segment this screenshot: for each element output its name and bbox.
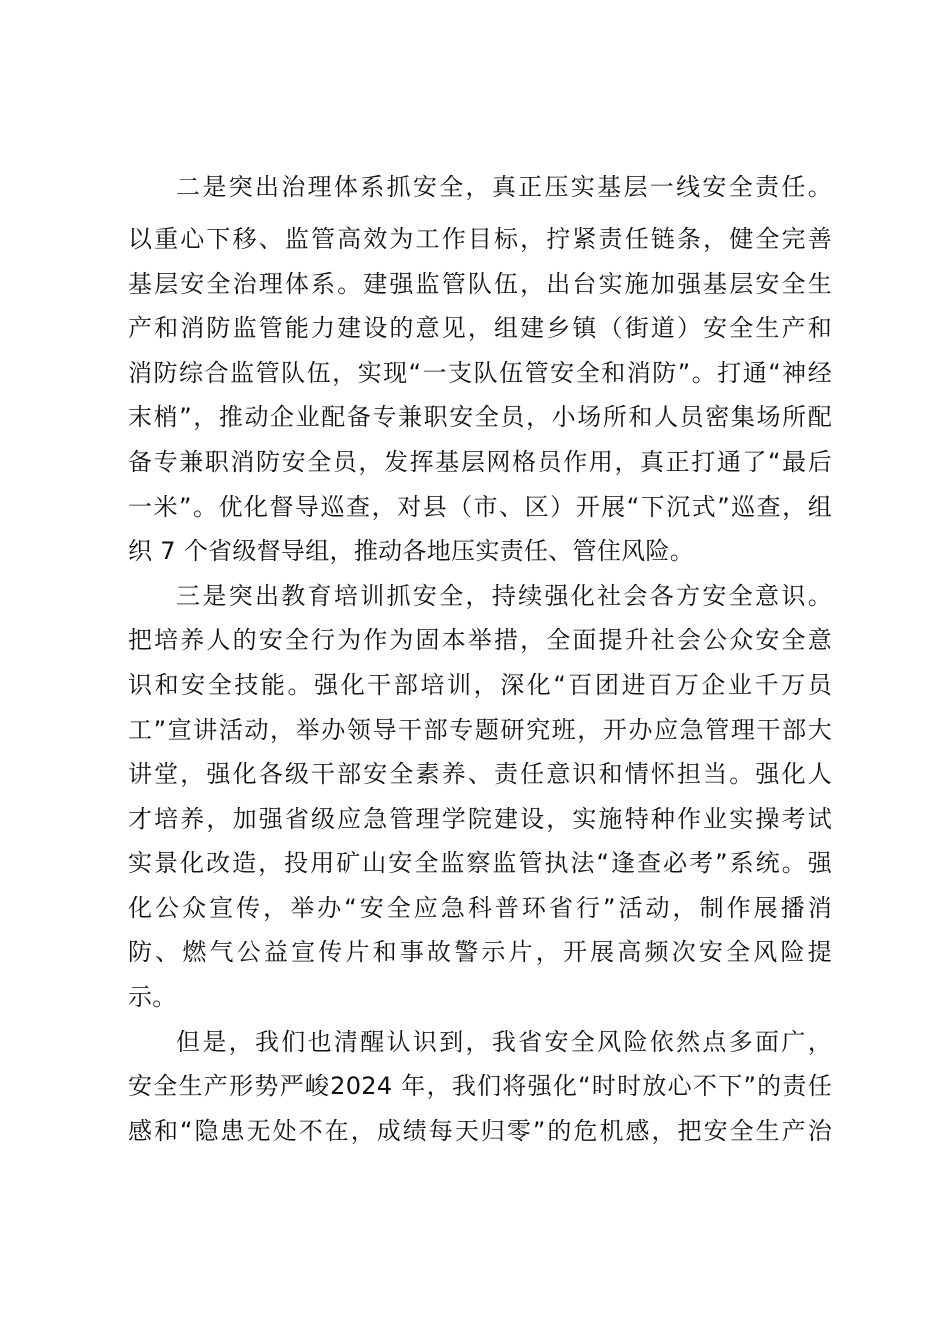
text-line: 以重心下移、监管高效为工作目标，拧紧责任链条，健全完善	[128, 225, 832, 253]
text-line: 实景化改造，投用矿山安全监察监管执法“逢查必考”系统。强	[128, 849, 832, 877]
text-line: 示。	[128, 983, 177, 1011]
text-line: 三是突出教育培训抓安全，持续强化社会各方安全意识。	[176, 582, 832, 610]
text-line: 安全生产形势严峻2024 年，我们将强化“时时放心不下”的责任	[128, 1072, 832, 1100]
text-line: 织 7 个省级督导组，推动各地压实责任、管住风险。	[128, 537, 695, 565]
text-line: 才培养，加强省级应急管理学院建设，实施特种作业实操考试	[128, 805, 832, 833]
text-line: 备专兼职消防安全员，发挥基层网格员作用，真正打通了“最后	[128, 448, 832, 476]
text-line: 二是突出治理体系抓安全，真正压实基层一线安全责任。	[176, 173, 832, 201]
text-line: 消防综合监管队伍，实现“一支队伍管安全和消防”。打通“神经	[128, 359, 832, 387]
text-line: 末梢”，推动企业配备专兼职安全员，小场所和人员密集场所配	[128, 403, 832, 431]
text-line: 把培养人的安全行为作为固本举措，全面提升社会公众安全意	[128, 626, 832, 654]
text-line: 工”宣讲活动，举办领导干部专题研究班，开办应急管理干部大	[128, 716, 832, 744]
text-line: 一米”。优化督导巡查，对县（市、区）开展“下沉式”巡查，组	[128, 493, 832, 521]
text-line: 但是，我们也清醒认识到，我省安全风险依然点多面广，	[176, 1028, 832, 1056]
text-line: 产和消防监管能力建设的意见，组建乡镇（街道）安全生产和	[128, 314, 832, 342]
text-line: 讲堂，强化各级干部安全素养、责任意识和情怀担当。强化人	[128, 760, 832, 788]
text-line: 防、燃气公益宣传片和事故警示片，开展高频次安全风险提	[128, 938, 832, 966]
text-line: 识和安全技能。强化干部培训，深化“百团进百万企业千万员	[128, 671, 832, 699]
text-line: 化公众宣传，举办“安全应急科普环省行”活动，制作展播消	[128, 894, 832, 922]
text-line: 基层安全治理体系。建强监管队伍，出台实施加强基层安全生	[128, 270, 832, 298]
text-line: 感和“隐患无处不在，成绩每天归零”的危机感，把安全生产治	[128, 1117, 832, 1145]
